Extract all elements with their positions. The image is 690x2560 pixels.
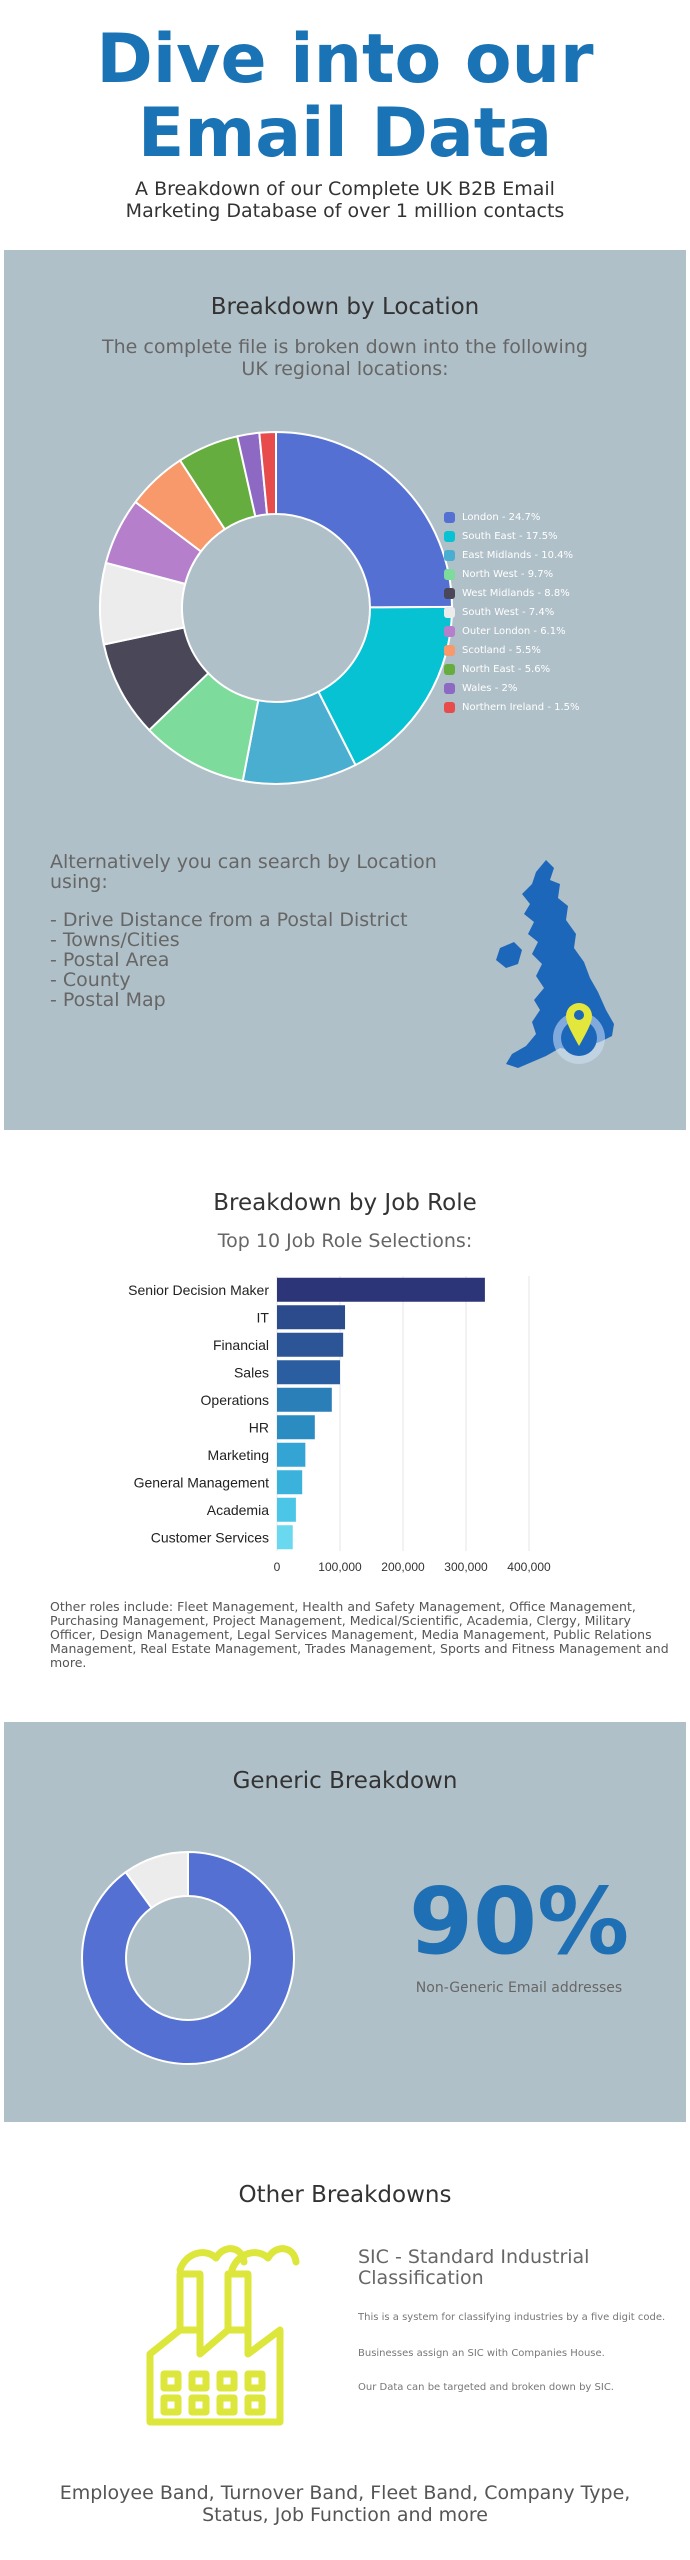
legend-swatch (444, 702, 455, 713)
legend-swatch (444, 569, 455, 580)
location-section (4, 250, 686, 1130)
legend-item (444, 546, 580, 565)
legend-label: North East - 5.6% (462, 664, 551, 675)
sic-description-2: Businesses assign an SIC with Companies House. (358, 2348, 605, 2359)
legend-swatch (444, 588, 455, 599)
legend-item (444, 603, 580, 622)
legend-item (444, 660, 580, 679)
job-role-label: Marketing (207, 1446, 269, 1463)
job-role-title: Breakdown by Job Role (213, 1190, 477, 1216)
location-legend (444, 508, 580, 717)
legend-label: Northern Ireland - 1.5% (462, 702, 580, 713)
job-role-label: Academia (206, 1501, 269, 1518)
legend-label: South East - 17.5% (462, 531, 558, 542)
legend-label: South West - 7.4% (462, 607, 555, 618)
x-tick-label: 200,000 (381, 1560, 425, 1574)
location-option-postal-map: - Postal Map (50, 989, 166, 1011)
location-title: Breakdown by Location (210, 294, 480, 320)
legend-item (444, 679, 580, 698)
job-role-label: HR (248, 1419, 269, 1436)
page-subtitle-line-2: Marketing Database of over 1 million contacts (125, 200, 565, 222)
other-title: Other Breakdowns (238, 2182, 452, 2208)
uk-map-icon (474, 850, 624, 1094)
page-subtitle-line-1: A Breakdown of our Complete UK B2B Email (135, 178, 555, 200)
factory-icon (140, 2234, 310, 2438)
job-role-bar (277, 1388, 332, 1412)
other-roles-note: Other roles include: Fleet Management, Health and Safety Management, Office Management, Purchasing Management, Project Management, Medical/Scientific, Academia, Clergy, Military Officer, Design Management, Legal Services Management, Media Management, Public Relations Management, Real Estate Management, Trades Management, Sports and Fitness Management and more. (50, 1599, 669, 1670)
location-option-towns: - Towns/Cities (50, 929, 180, 951)
page-title-line-2: Email Data (137, 94, 553, 173)
legend-item (444, 527, 580, 546)
job-role-label: Senior Decision Maker (128, 1281, 269, 1298)
job-role-bar (277, 1470, 302, 1494)
other-breakdowns-section (4, 2122, 686, 2554)
legend-swatch (444, 607, 455, 618)
legend-swatch (444, 664, 455, 675)
job-role-label: Sales (233, 1364, 269, 1381)
legend-swatch (444, 683, 455, 694)
location-donut-chart (4, 400, 686, 800)
location-search-intro-line-2: using: (50, 871, 108, 893)
legend-item (444, 565, 580, 584)
x-tick-label: 100,000 (318, 1560, 362, 1574)
x-tick-label: 400,000 (507, 1560, 551, 1574)
location-slice-0 (276, 432, 452, 607)
legend-item (444, 641, 580, 660)
header-section (4, 4, 686, 250)
legend-label: Wales - 2% (462, 683, 518, 694)
legend-label: Outer London - 6.1% (462, 626, 566, 637)
job-role-bar (277, 1525, 293, 1549)
legend-label: North West - 9.7% (462, 569, 554, 580)
job-role-bar (277, 1443, 305, 1467)
x-tick-label: 300,000 (444, 1560, 488, 1574)
legend-item (444, 584, 580, 603)
legend-swatch (444, 512, 455, 523)
legend-label: London - 24.7% (462, 512, 541, 523)
location-option-drive-distance: - Drive Distance from a Postal District (50, 909, 408, 931)
job-role-bar (277, 1333, 343, 1357)
legend-swatch (444, 626, 455, 637)
job-role-label: Operations (200, 1391, 269, 1408)
legend-swatch (444, 550, 455, 561)
generic-caption: Non-Generic Email addresses (415, 1980, 623, 1996)
job-role-subtitle: Top 10 Job Role Selections: (217, 1230, 473, 1252)
job-role-label: Customer Services (150, 1529, 269, 1546)
job-role-bar (277, 1498, 296, 1522)
job-role-label: Financial (212, 1336, 269, 1353)
sic-title (358, 2247, 658, 2289)
page-title-line-1: Dive into our (96, 20, 594, 99)
sic-title-line-2: Classification (358, 2267, 484, 2289)
job-role-bar (277, 1305, 345, 1329)
sic-description-1: This is a system for classifying industries by a five digit code. (358, 2312, 666, 2323)
location-subtitle-line-1: The complete file is broken down into the following (102, 336, 588, 358)
job-role-section (4, 1130, 686, 1722)
location-option-postal-area: - Postal Area (50, 949, 170, 971)
location-option-county: - County (50, 969, 131, 991)
generic-percentage: 90% (409, 1868, 630, 1975)
location-subtitle-line-2: UK regional locations: (241, 358, 449, 380)
generic-title: Generic Breakdown (232, 1768, 458, 1794)
legend-item (444, 622, 580, 641)
location-search-intro-line-1: Alternatively you can search by Location (50, 851, 437, 873)
legend-label: East Midlands - 10.4% (462, 550, 574, 561)
legend-label: West Midlands - 8.8% (462, 588, 570, 599)
generic-section (4, 1722, 686, 2122)
sic-title-line-1: SIC - Standard Industrial (358, 2246, 590, 2268)
legend-swatch (444, 645, 455, 656)
legend-swatch (444, 531, 455, 542)
legend-item (444, 698, 580, 717)
sic-description-3: Our Data can be targeted and broken down by SIC. (358, 2382, 614, 2393)
footer-line-1: Employee Band, Turnover Band, Fleet Band, Company Type, (59, 2482, 631, 2504)
job-role-bar (277, 1415, 315, 1439)
job-role-bar (277, 1278, 485, 1302)
job-role-label: General Management (133, 1474, 269, 1491)
legend-label: Scotland - 5.5% (462, 645, 541, 656)
location-search-options (50, 910, 408, 1010)
job-role-bar-chart (4, 1268, 686, 1608)
x-tick-label: 0 (273, 1560, 281, 1574)
job-role-label: IT (256, 1309, 269, 1326)
job-role-bar (277, 1360, 340, 1384)
footer-breakdowns (4, 2482, 686, 2526)
footer-line-2: Status, Job Function and more (202, 2504, 488, 2526)
legend-item (444, 508, 580, 527)
generic-donut-chart (58, 1828, 318, 2088)
